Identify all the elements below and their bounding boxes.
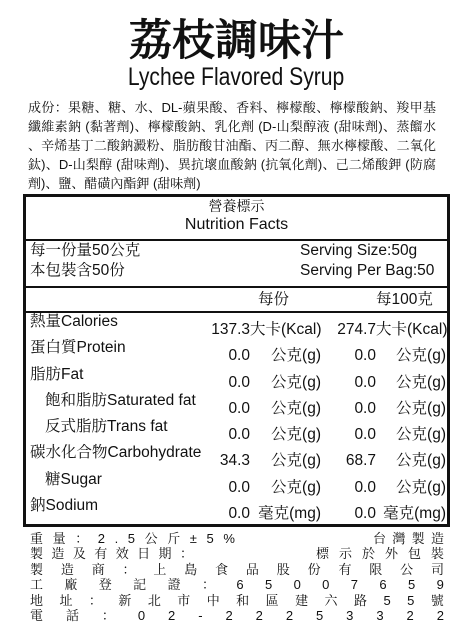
nutrient-label: 蛋白質Protein: [30, 339, 126, 357]
info-row: [30, 531, 444, 546]
char: 中: [206, 592, 220, 608]
char: ±: [189, 531, 197, 546]
column-header-per-100g: 每100克: [376, 291, 433, 308]
info-row: [30, 593, 444, 608]
char: 公: [144, 531, 158, 546]
nutrient-row: [26, 444, 447, 470]
char: ：: [101, 607, 115, 623]
char: 廠: [64, 577, 78, 593]
nutrient-rows: [26, 313, 447, 523]
char: 重: [30, 531, 44, 546]
char: 址: [59, 592, 73, 608]
char: 製: [411, 531, 425, 546]
char: 製: [30, 546, 44, 562]
per-100g-unit: 公克(g): [396, 478, 446, 496]
char: 島: [184, 561, 198, 577]
ingredients-line: 成份：果糖、糖、水、DL-蘋果酸、香料、檸檬酸、檸檬酸鈉、羧甲基: [28, 100, 436, 115]
char: 司: [430, 561, 444, 577]
per-serving-unit: 公克(g): [271, 399, 321, 417]
per-serving-value: 0.0: [228, 373, 250, 391]
info-row: [30, 608, 444, 623]
char: 0: [322, 577, 330, 593]
per-100g-value: 0.0: [354, 347, 376, 365]
divider: [26, 286, 447, 288]
per-serving-value: 0.0: [228, 505, 250, 523]
char: 5: [264, 577, 273, 593]
char: 限: [369, 561, 383, 577]
char: 5: [127, 531, 136, 546]
nutrition-title-zh: 營養標示: [208, 198, 265, 214]
char: 2: [285, 607, 294, 623]
char: 6: [236, 577, 244, 593]
char: 5: [316, 607, 324, 623]
phone: [30, 608, 444, 623]
char: ：: [88, 592, 102, 608]
per-serving-value: 0.0: [228, 478, 250, 496]
per-100g-value: 274.7: [337, 321, 376, 338]
char: 0: [293, 577, 301, 593]
per-100g-unit: 毫克(mg): [383, 505, 446, 523]
char: 市: [177, 592, 191, 608]
char: 5: [407, 592, 415, 608]
per-100g-unit: 公克(g): [396, 399, 446, 417]
char: 包: [407, 546, 421, 562]
ingredients-line: 纖維素鈉 (黏著劑)、檸檬酸鈉、乳化劑 (D-山梨醇液 (甜味劑)、蒸餾水: [28, 119, 436, 134]
per-100g-unit: 公克(g): [396, 373, 446, 391]
char: 登: [98, 577, 112, 593]
info-row: [30, 577, 444, 592]
char: 造: [430, 531, 444, 546]
char: 標: [316, 546, 330, 562]
nutrient-row: [26, 366, 447, 392]
char: 話: [65, 607, 79, 623]
char: 及: [72, 546, 86, 562]
char: 有: [94, 546, 108, 562]
char: 造: [51, 546, 65, 562]
per-serving-value: 0.0: [228, 399, 250, 417]
char: 工: [30, 577, 44, 593]
char: 製: [30, 561, 44, 577]
char: 0: [137, 607, 146, 623]
char: 斤: [167, 531, 181, 546]
char: 食: [215, 561, 229, 577]
char: 六: [324, 592, 338, 608]
per-100g-value: 0.0: [354, 478, 376, 496]
per-serving-unit: 公克(g): [271, 478, 321, 496]
date-value: [316, 546, 444, 561]
char: 2: [255, 607, 263, 623]
product-name-zh: 荔枝調味汁: [129, 16, 344, 66]
address: [30, 593, 444, 608]
char: 地: [30, 592, 44, 608]
char: 外: [384, 546, 398, 562]
info-row: [30, 562, 444, 577]
ingredients-list: [28, 98, 436, 193]
factory-registration: [30, 577, 444, 592]
per-serving-value: 137.3: [211, 321, 250, 338]
char: 5: [206, 531, 214, 546]
per-100g-value: 0.0: [354, 399, 376, 417]
char: 於: [361, 546, 375, 562]
per-serving-unit: 公克(g): [271, 452, 321, 470]
nutrient-label: 糖Sugar: [45, 470, 102, 488]
servings-per-package-zh: 本包裝含50份: [30, 262, 125, 279]
column-header-per-serving: 每份: [258, 291, 290, 308]
char: 商: [91, 561, 105, 577]
char: 示: [338, 546, 352, 562]
product-name-en-wrap: [0, 64, 473, 94]
serving-size-en: Serving Size:50g: [300, 242, 418, 259]
char: 份: [307, 561, 321, 577]
char: 路: [353, 592, 367, 608]
char: 2: [406, 607, 414, 623]
char: ：: [201, 577, 215, 593]
divider: [26, 239, 447, 241]
per-serving-unit: 毫克(mg): [258, 505, 321, 523]
per-100g-value: 0.0: [354, 426, 376, 444]
char: 證: [167, 577, 181, 593]
char: 5: [408, 577, 416, 593]
manufacturer: [30, 562, 444, 577]
nutrition-facts-panel: [23, 194, 450, 527]
nutrient-row: [26, 313, 447, 339]
char: ：: [75, 531, 89, 546]
nutrient-row: [26, 339, 447, 365]
per-serving-unit: 公克(g): [271, 347, 321, 365]
serving-size-zh: 每一份量50公克: [30, 242, 141, 259]
per-serving-value: 0.0: [228, 426, 250, 444]
nutrient-label: 碳水化合物Carbohydrate: [30, 444, 202, 462]
char: 區: [265, 592, 279, 608]
per-100g-value: 0.0: [354, 505, 376, 523]
char: 期: [158, 546, 172, 562]
char: .: [114, 531, 119, 546]
nutrition-title-en: Nutrition Facts: [184, 216, 289, 233]
char: 9: [436, 577, 444, 593]
nutrient-label: 反式脂肪Trans fat: [45, 418, 168, 436]
per-serving-unit: 公克(g): [271, 426, 321, 444]
per-serving-unit: 大卡(Kcal): [250, 321, 322, 338]
char: 台: [373, 531, 387, 546]
char: 造: [60, 561, 74, 577]
char: 灣: [392, 531, 406, 546]
ingredients-line: 鈦)、D-山梨醇 (甜味劑)、異抗壞血酸鈉 (抗氧化劑)、己二烯酸鉀 (防腐: [28, 157, 436, 172]
date-label: [30, 546, 193, 561]
nutrient-row: [26, 497, 447, 523]
ingredients-line: 劑)、鹽、醋磺內酯鉀 (甜味劑): [28, 176, 201, 191]
char: ：: [179, 546, 193, 562]
char: 有: [338, 561, 352, 577]
nutrient-label: 飽和脂肪Saturated fat: [45, 391, 196, 409]
char: 電: [30, 607, 44, 623]
nutrient-label: 熱量Calories: [30, 313, 118, 330]
char: 股: [276, 561, 290, 577]
char: 號: [430, 592, 444, 608]
char: 新: [118, 592, 132, 608]
per-serving-value: 0.0: [228, 347, 250, 365]
char: 上: [153, 561, 167, 577]
char: 品: [245, 561, 259, 577]
nutrient-row: [26, 471, 447, 497]
nutrient-label: 鈉Sodium: [30, 497, 99, 515]
per-100g-unit: 公克(g): [396, 347, 446, 365]
char: 北: [147, 592, 161, 608]
label-info: [30, 531, 444, 623]
per-100g-value: 68.7: [345, 452, 376, 470]
info-row: [30, 546, 444, 561]
char: 5: [383, 592, 391, 608]
char: %: [223, 531, 235, 546]
ingredients-line: 、辛烯基丁二酸鈉澱粉、脂肪酸甘油酯、丙二醇、無水檸檬酸、二氧化: [28, 138, 436, 153]
country-of-origin: [373, 531, 444, 546]
char: 3: [346, 607, 354, 623]
servings-per-package-en: Serving Per Bag:50: [300, 262, 435, 279]
char: 記: [133, 577, 147, 593]
net-weight: [30, 531, 235, 546]
per-serving-value: 34.3: [219, 452, 250, 470]
char: 裝: [430, 546, 444, 562]
char: 公: [400, 561, 414, 577]
char: 和: [236, 592, 250, 608]
per-serving-unit: 公克(g): [271, 373, 321, 391]
char: 3: [376, 607, 384, 623]
char: -: [198, 607, 203, 623]
per-100g-value: 0.0: [354, 373, 376, 391]
char: 日: [137, 546, 151, 562]
product-name-en: Lychee Flavored Syrup: [128, 63, 345, 91]
char: 2: [436, 607, 444, 623]
nutrient-row: [26, 418, 447, 444]
char: ：: [122, 561, 136, 577]
char: 7: [350, 577, 359, 593]
nutrient-row: [26, 392, 447, 418]
char: 2: [225, 607, 233, 623]
char: 量: [52, 531, 66, 546]
char: 6: [379, 577, 387, 593]
char: 效: [115, 546, 129, 562]
char: 2: [97, 531, 106, 546]
per-100g-unit: 公克(g): [396, 426, 446, 444]
char: 2: [168, 607, 176, 623]
per-100g-unit: 大卡(Kcal): [376, 321, 448, 338]
per-100g-unit: 公克(g): [396, 452, 446, 470]
nutrient-label: 脂肪Fat: [30, 365, 84, 383]
char: 建: [295, 592, 309, 608]
